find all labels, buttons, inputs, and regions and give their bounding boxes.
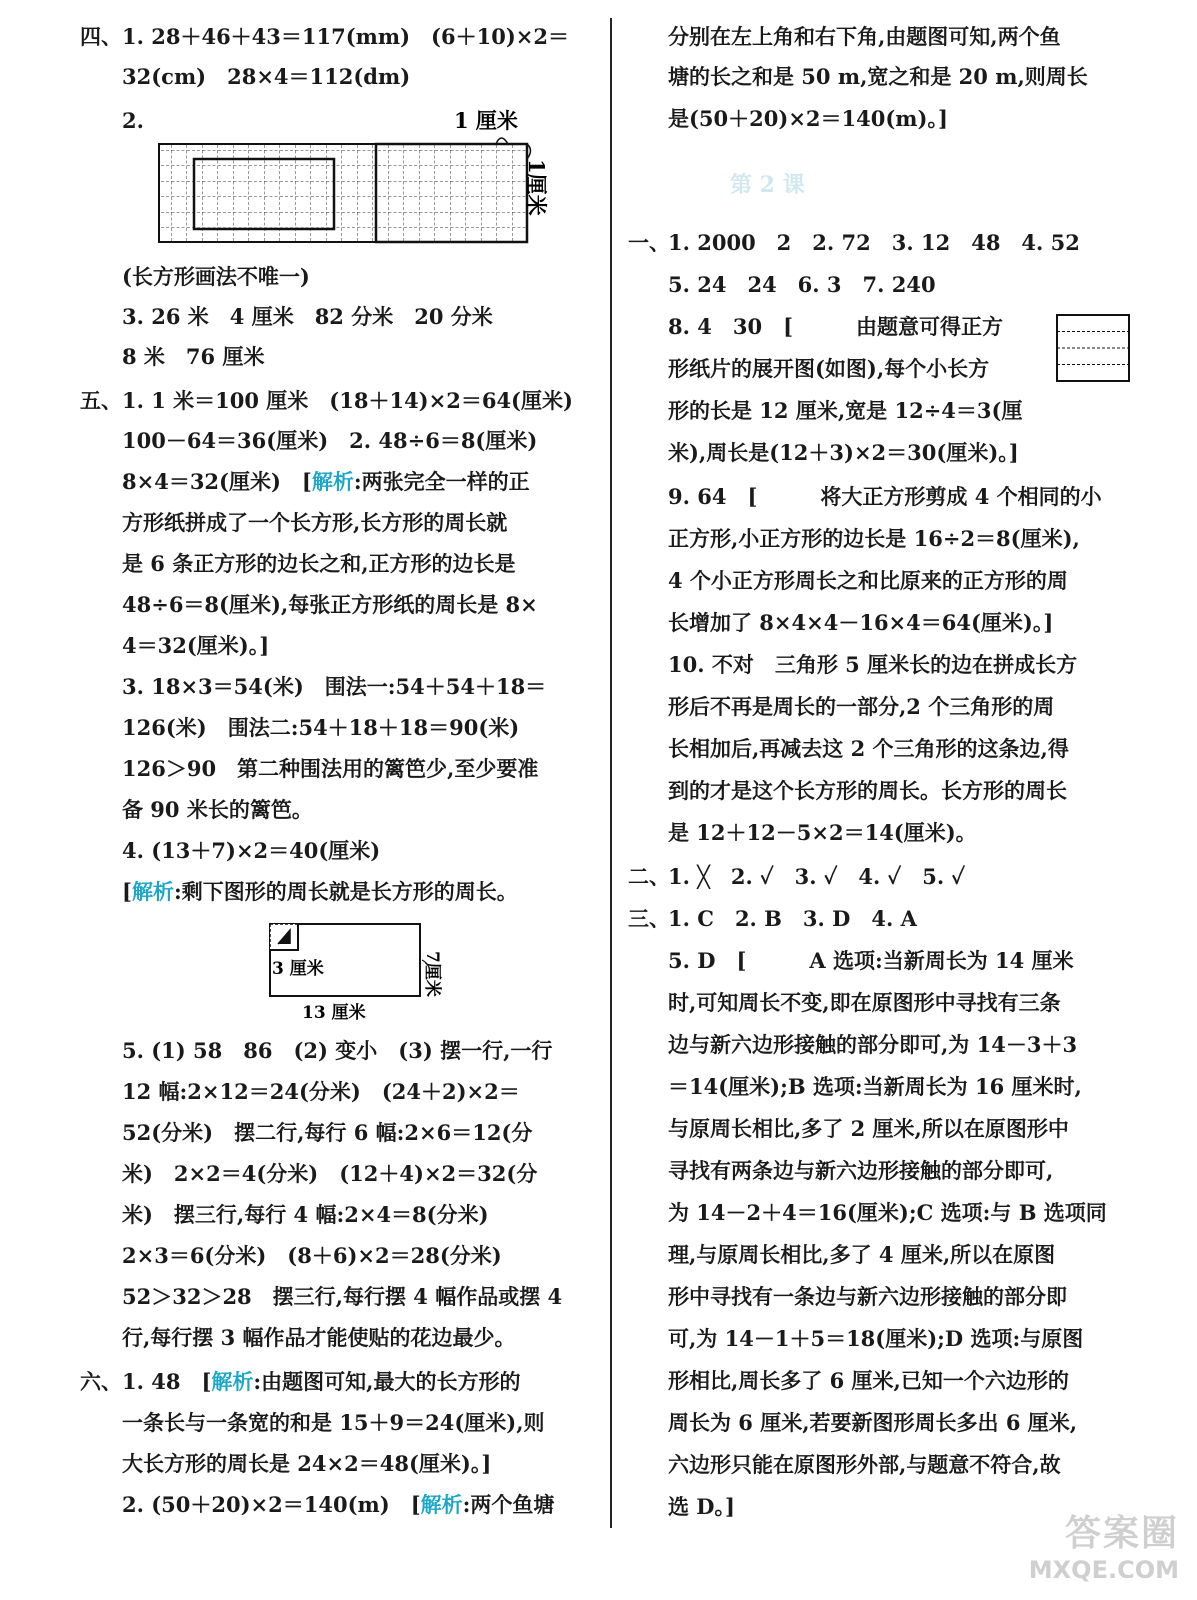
label-1cm-top: 1 厘米 xyxy=(454,108,518,133)
s4-q3: 3. 26 米 4 厘米 82 分米 20 分米 xyxy=(122,304,493,329)
s6-q1-pre: 1. 48 [ xyxy=(122,1369,212,1394)
r-s1-a10-line5: 是 12＋12－5×2＝14(厘米)。 xyxy=(668,820,977,845)
grid-figure xyxy=(156,104,576,246)
r-s3-a5-line13: 六边形只能在原图形外部,与题意不符合,故 xyxy=(668,1452,1061,1477)
s5-q3-line1: 3. 18×3＝54(米) 围法一:54＋54＋18＝ xyxy=(122,674,547,699)
r-s1-a1: 1. 2000 2 2. 72 3. 12 48 4. 52 xyxy=(668,230,1080,255)
s5-q5-line6: 2×3＝6(分米) (8＋6)×2＝28(分米) xyxy=(122,1243,502,1268)
analysis-tag: 解析 xyxy=(211,1369,254,1394)
r-cont-1: 分别在左上角和右下角,由题图可知,两个鱼 xyxy=(668,24,1061,49)
s5-q4-pre: [ xyxy=(122,879,132,904)
s4-q1: 1. 28＋46＋43＝117(mm) (6＋10)×2＝ xyxy=(122,24,569,49)
r-section-2-label: 二、 xyxy=(628,864,670,889)
r-s1-a9-line2: 正方形,小正方形的边长是 16÷2＝8(厘米), xyxy=(668,526,1080,551)
s5-q3-line4: 备 90 米长的篱笆。 xyxy=(122,797,313,822)
r-s3-a5-line14: 选 D。] xyxy=(668,1494,735,1519)
r-s1-a10-line4: 到的才是这个长方形的周长。长方形的周长 xyxy=(668,778,1067,803)
s5-q4-post: :剩下图形的周长就是长方形的周长。 xyxy=(173,879,518,904)
r-s3-a5-line12: 周长为 6 厘米,若要新图形周长多出 6 厘米, xyxy=(668,1410,1078,1435)
s6-q2-line1 xyxy=(122,1490,554,1520)
r-s1-a10-line3: 长相加后,再减去这 2 个三角形的这条边,得 xyxy=(668,736,1069,761)
s5-q2-line5: 4＝32(厘米)。] xyxy=(122,633,270,658)
watermark xyxy=(1029,1505,1179,1584)
r-s3-a5-line5: 与原周长相比,多了 2 厘米,所以在原图形中 xyxy=(668,1116,1069,1141)
r-section-3-label: 三、 xyxy=(628,906,670,931)
s5-q5-line2: 12 幅:2×12＝24(分米) (24＋2)×2＝ xyxy=(122,1079,520,1104)
s6-q1-line2: 一条长与一条宽的和是 15＋9＝24(厘米),则 xyxy=(122,1410,545,1435)
s5-q2-line4: 48÷6＝8(厘米),每张正方形纸的周长是 8× xyxy=(122,592,538,617)
s4-note: (长方形画法不唯一) xyxy=(122,264,310,289)
s6-q1-line3: 大长方形的周长是 24×2＝48(厘米)。] xyxy=(122,1451,492,1476)
label-1cm-side: 1厘米 xyxy=(524,159,549,216)
faint-heading: 第 2 课 xyxy=(730,172,805,198)
label-13cm: 13 厘米 xyxy=(302,1003,366,1023)
s5-q3-line2: 126(米) 围法二:54＋18＋18＝90(米) xyxy=(122,715,520,740)
s6-q2-post: :两个鱼塘 xyxy=(462,1492,555,1517)
s5-q5-line8: 行,每行摆 3 幅作品才能使贴的花边最少。 xyxy=(122,1325,516,1350)
section-6-label: 六、 xyxy=(80,1369,122,1394)
r-s3-a5-line2: 时,可知周长不变,即在原图形中寻找有三条 xyxy=(668,990,1061,1015)
r-s1-a8-line1: 8. 4 30 [ 由题意可得正方 xyxy=(668,314,1004,339)
s5-q3-line3: 126＞90 第二种围法用的篱笆少,至少要准 xyxy=(122,756,539,781)
r-s3-a1: 1. C 2. B 3. D 4. A xyxy=(668,906,917,931)
rectangle-figure xyxy=(262,916,442,1026)
s5-q2-post: :两张完全一样的正 xyxy=(353,469,530,494)
label-3cm: 3 厘米 xyxy=(272,959,324,979)
s5-q5-line4: 米) 2×2＝4(分米) (12＋4)×2＝32(分 xyxy=(122,1161,538,1186)
analysis-tag: 解析 xyxy=(311,469,354,494)
r-s1-a8-line2: 形纸片的展开图(如图),每个小长方 xyxy=(668,356,990,381)
watermark-line1: 答案圈 xyxy=(1064,1513,1179,1554)
r-s1-a9-line3: 4 个小正方形周长之和比原来的正方形的周 xyxy=(668,568,1068,593)
r-cont-3: 是(50＋20)×2＝140(m)。] xyxy=(668,106,948,131)
r-s3-a5-line10: 可,为 14－1＋5＝18(厘米);D 选项:与原图 xyxy=(668,1326,1084,1351)
s5-q5-line7: 52＞32＞28 摆三行,每行摆 4 幅作品或摆 4 xyxy=(122,1284,563,1309)
r-s1-a8-line3: 形的长是 12 厘米,宽是 12÷4＝3(厘 xyxy=(668,398,1023,423)
r-s3-a5-line6: 寻找有两条边与新六边形接触的部分即可, xyxy=(668,1158,1054,1183)
s6-q2-pre: 2. (50＋20)×2＝140(m) [ xyxy=(122,1492,421,1517)
r-s3-a5-line4: ＝14(厘米);B 选项:当新周长为 16 厘米时, xyxy=(668,1074,1082,1099)
r-s3-a5-line7: 为 14－2＋4＝16(厘米);C 选项:与 B 选项同 xyxy=(668,1200,1107,1225)
r-s2-answers: 1. ╳ 2. ✓ 3. ✓ 4. ✓ 5. ✓ xyxy=(668,864,965,889)
r-s3-a5-line9: 形中寻找有一条边与新六边形接触的部分即 xyxy=(668,1284,1067,1309)
s6-q1-post: :由题图可知,最大的长方形的 xyxy=(253,1369,521,1394)
s4-q2: 2. xyxy=(122,108,144,133)
s5-q1: 1. 1 米＝100 厘米 (18＋14)×2＝64(厘米) xyxy=(122,388,573,413)
s5-q2-line3: 是 6 条正方形的边长之和,正方形的边长是 xyxy=(122,551,516,576)
analysis-tag: 解析 xyxy=(131,879,174,904)
column-divider xyxy=(610,18,612,1528)
r-s1-a2: 5. 24 24 6. 3 7. 240 xyxy=(668,272,936,297)
s6-q1-line1 xyxy=(122,1367,520,1397)
s4-q3-cont: 8 米 76 厘米 xyxy=(122,344,265,369)
r-s3-a5-line8: 理,与原周长相比,多了 4 厘米,所以在原图 xyxy=(668,1242,1056,1267)
r-cont-2: 塘的长之和是 50 m,宽之和是 20 m,则周长 xyxy=(668,64,1088,89)
r-s1-a10-line1: 10. 不对 三角形 5 厘米长的边在拼成长方 xyxy=(668,652,1078,677)
r-s3-a5-line1: 5. D [ A 选项:当新周长为 14 厘米 xyxy=(668,948,1074,973)
s4-q1-cont: 32(cm) 28×4＝112(dm) xyxy=(122,64,411,89)
label-7cm: 7厘米 xyxy=(422,951,442,997)
s5-q4-line2 xyxy=(122,877,518,907)
r-s1-a8-line4: 米),周长是(12＋3)×2＝30(厘米)。] xyxy=(668,440,1019,465)
r-s1-a9-line4: 长增加了 8×4×4－16×4＝64(厘米)。] xyxy=(668,610,1054,635)
r-s1-a9-line1: 9. 64 [ 将大正方形剪成 4 个相同的小 xyxy=(668,484,1102,509)
unfolded-square-figure xyxy=(1054,312,1132,384)
r-s3-a5-line11: 形相比,周长多了 6 厘米,已知一个六边形的 xyxy=(668,1368,1069,1393)
s5-q5-line1: 5. (1) 58 86 (2) 变小 (3) 摆一行,一行 xyxy=(122,1038,553,1063)
s5-q5-line5: 米) 摆三行,每行 4 幅:2×4＝8(分米) xyxy=(122,1202,489,1227)
section-4-label: 四、 xyxy=(80,24,122,49)
r-section-1-label: 一、 xyxy=(628,230,670,255)
s5-q1-cont: 100－64＝36(厘米) 2. 48÷6＝8(厘米) xyxy=(122,428,538,453)
s5-q2-line2: 方形纸拼成了一个长方形,长方形的周长就 xyxy=(122,510,508,535)
analysis-tag: 解析 xyxy=(420,1492,463,1517)
s5-q2-line1 xyxy=(122,467,530,497)
s5-q5-line3: 52(分米) 摆二行,每行 6 幅:2×6＝12(分 xyxy=(122,1120,533,1145)
r-s3-a5-line3: 边与新六边形接触的部分即可,为 14－3＋3 xyxy=(668,1032,1078,1057)
s5-q4-line1: 4. (13＋7)×2＝40(厘米) xyxy=(122,838,381,863)
section-5-label: 五、 xyxy=(80,388,122,413)
r-s1-a10-line2: 形后不再是周长的一部分,2 个三角形的周 xyxy=(668,694,1055,719)
s5-q2-pre: 8×4＝32(厘米) [ xyxy=(122,469,312,494)
watermark-line2: MXQE.COM xyxy=(1028,1556,1179,1584)
